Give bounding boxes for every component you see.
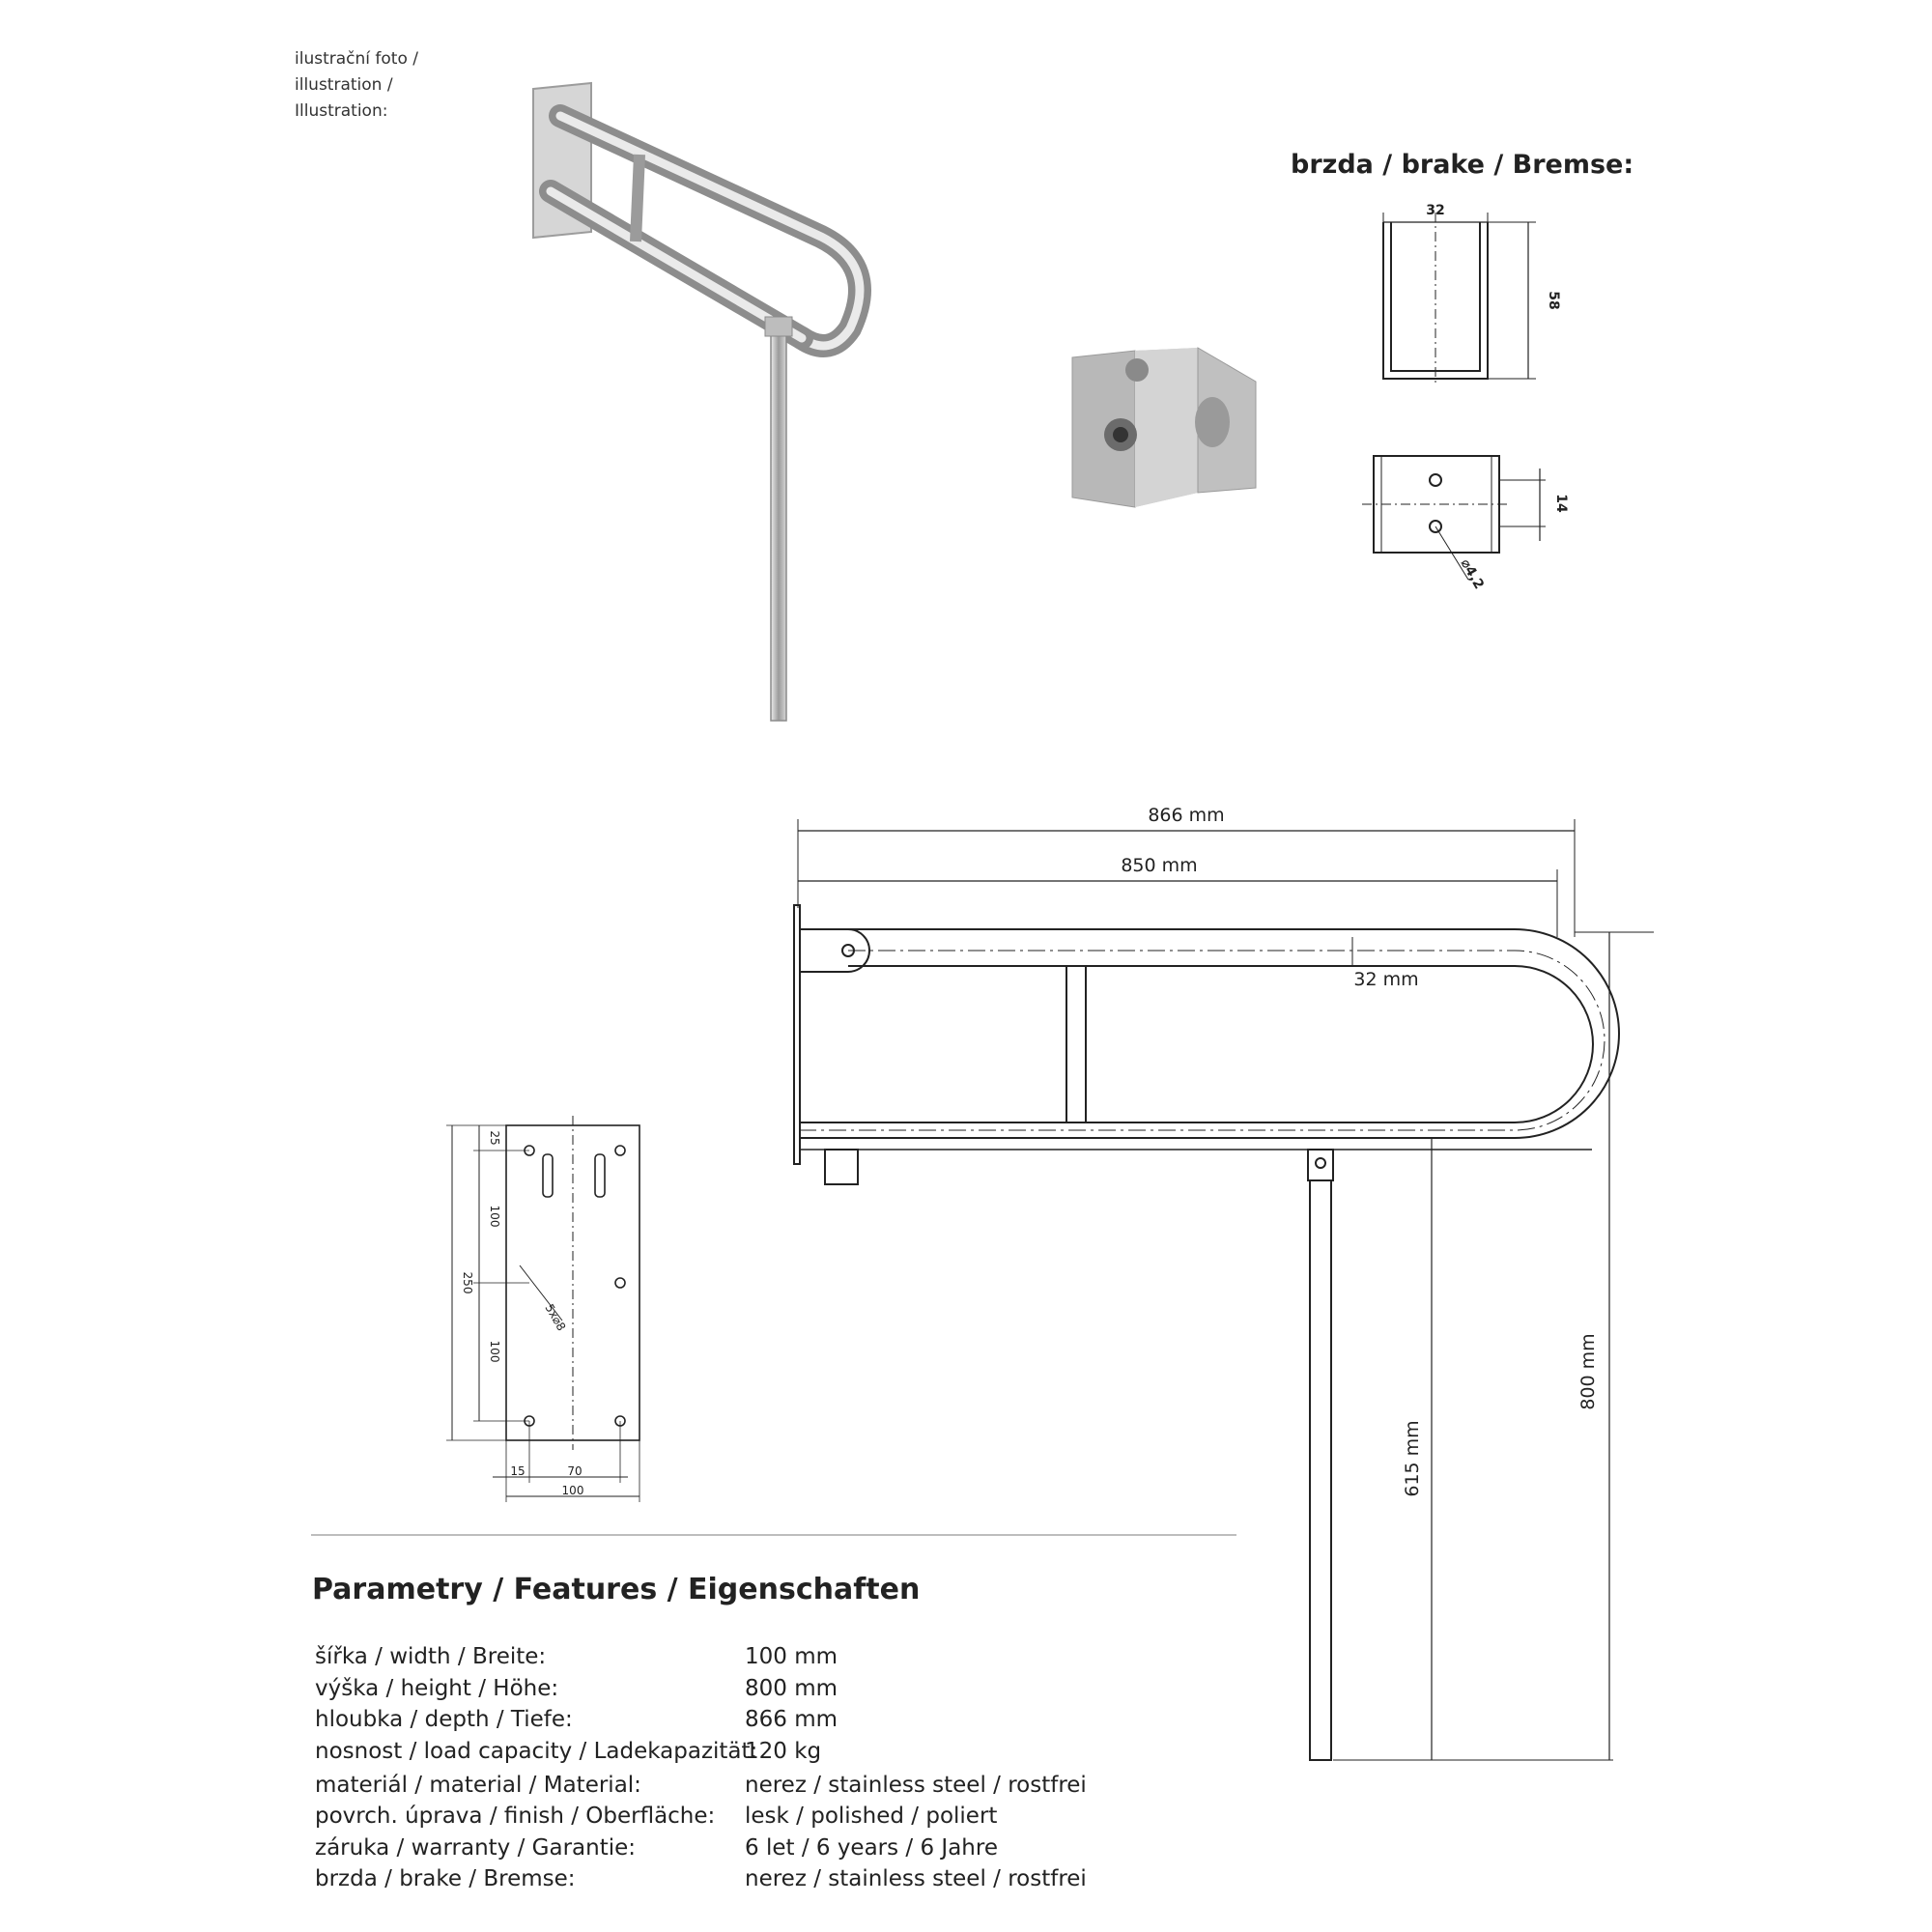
brake-drawing <box>1352 193 1584 599</box>
plate-dim-upper: 100 <box>488 1205 501 1228</box>
wall-plate-drawing <box>444 1096 676 1517</box>
plate-dim-hole-spacing: 70 <box>567 1464 582 1478</box>
dim-bar-length: 850 mm <box>1121 855 1198 876</box>
brake-dim-height: 58 <box>1546 291 1561 310</box>
plate-dim-holes: 5x⌀8 <box>542 1301 569 1334</box>
illustration-caption: ilustrační foto / illustration / Illustration: <box>295 49 418 121</box>
dim-leg-height: 615 mm <box>1402 1420 1423 1497</box>
brake-dim-width: 32 <box>1426 203 1445 218</box>
spec-label-depth: hloubka / depth / Tiefe: <box>315 1707 573 1732</box>
side-view-drawing <box>773 792 1662 1777</box>
plate-dim-width: 100 <box>561 1484 584 1497</box>
spec-value-material: nerez / stainless steel / rostfrei <box>745 1773 1087 1798</box>
spec-label-material: materiál / material / Material: <box>315 1773 641 1798</box>
spec-label-brake: brzda / brake / Bremse: <box>315 1866 576 1891</box>
plate-dim-total: 250 <box>461 1271 474 1294</box>
spec-label-finish: povrch. úprava / finish / Oberfläche: <box>315 1804 716 1829</box>
brake-dim-hole-diameter: ⌀4,2 <box>1457 556 1488 592</box>
spec-label-height: výška / height / Höhe: <box>315 1676 559 1701</box>
spec-value-load-capacity: 120 kg <box>745 1739 822 1764</box>
plate-dim-left-offset: 15 <box>510 1464 526 1478</box>
brake-photo <box>1067 343 1261 512</box>
plate-dim-top: 25 <box>488 1130 501 1146</box>
brake-heading: brzda / brake / Bremse: <box>1291 150 1634 180</box>
spec-value-width: 100 mm <box>745 1644 838 1669</box>
spec-label-warranty: záruka / warranty / Garantie: <box>315 1835 637 1861</box>
dim-total-length: 866 mm <box>1148 805 1225 826</box>
spec-value-brake: nerez / stainless steel / rostfrei <box>745 1866 1087 1891</box>
spec-label-load-capacity: nosnost / load capacity / Ladekapazität: <box>315 1739 758 1764</box>
section-divider <box>311 1534 1236 1536</box>
dim-tube: 32 mm <box>1353 969 1419 990</box>
spec-label-width: šířka / width / Breite: <box>315 1644 547 1669</box>
spec-value-depth: 866 mm <box>745 1707 838 1732</box>
grab-bar-photo <box>522 77 908 734</box>
dim-height: 800 mm <box>1577 1333 1599 1410</box>
spec-value-height: 800 mm <box>745 1676 838 1701</box>
spec-value-warranty: 6 let / 6 years / 6 Jahre <box>745 1835 998 1861</box>
brake-dim-hole-spacing: 14 <box>1553 494 1569 513</box>
features-heading: Parametry / Features / Eigenschaften <box>312 1573 921 1606</box>
plate-dim-lower: 100 <box>488 1340 501 1363</box>
spec-value-finish: lesk / polished / poliert <box>745 1804 998 1829</box>
